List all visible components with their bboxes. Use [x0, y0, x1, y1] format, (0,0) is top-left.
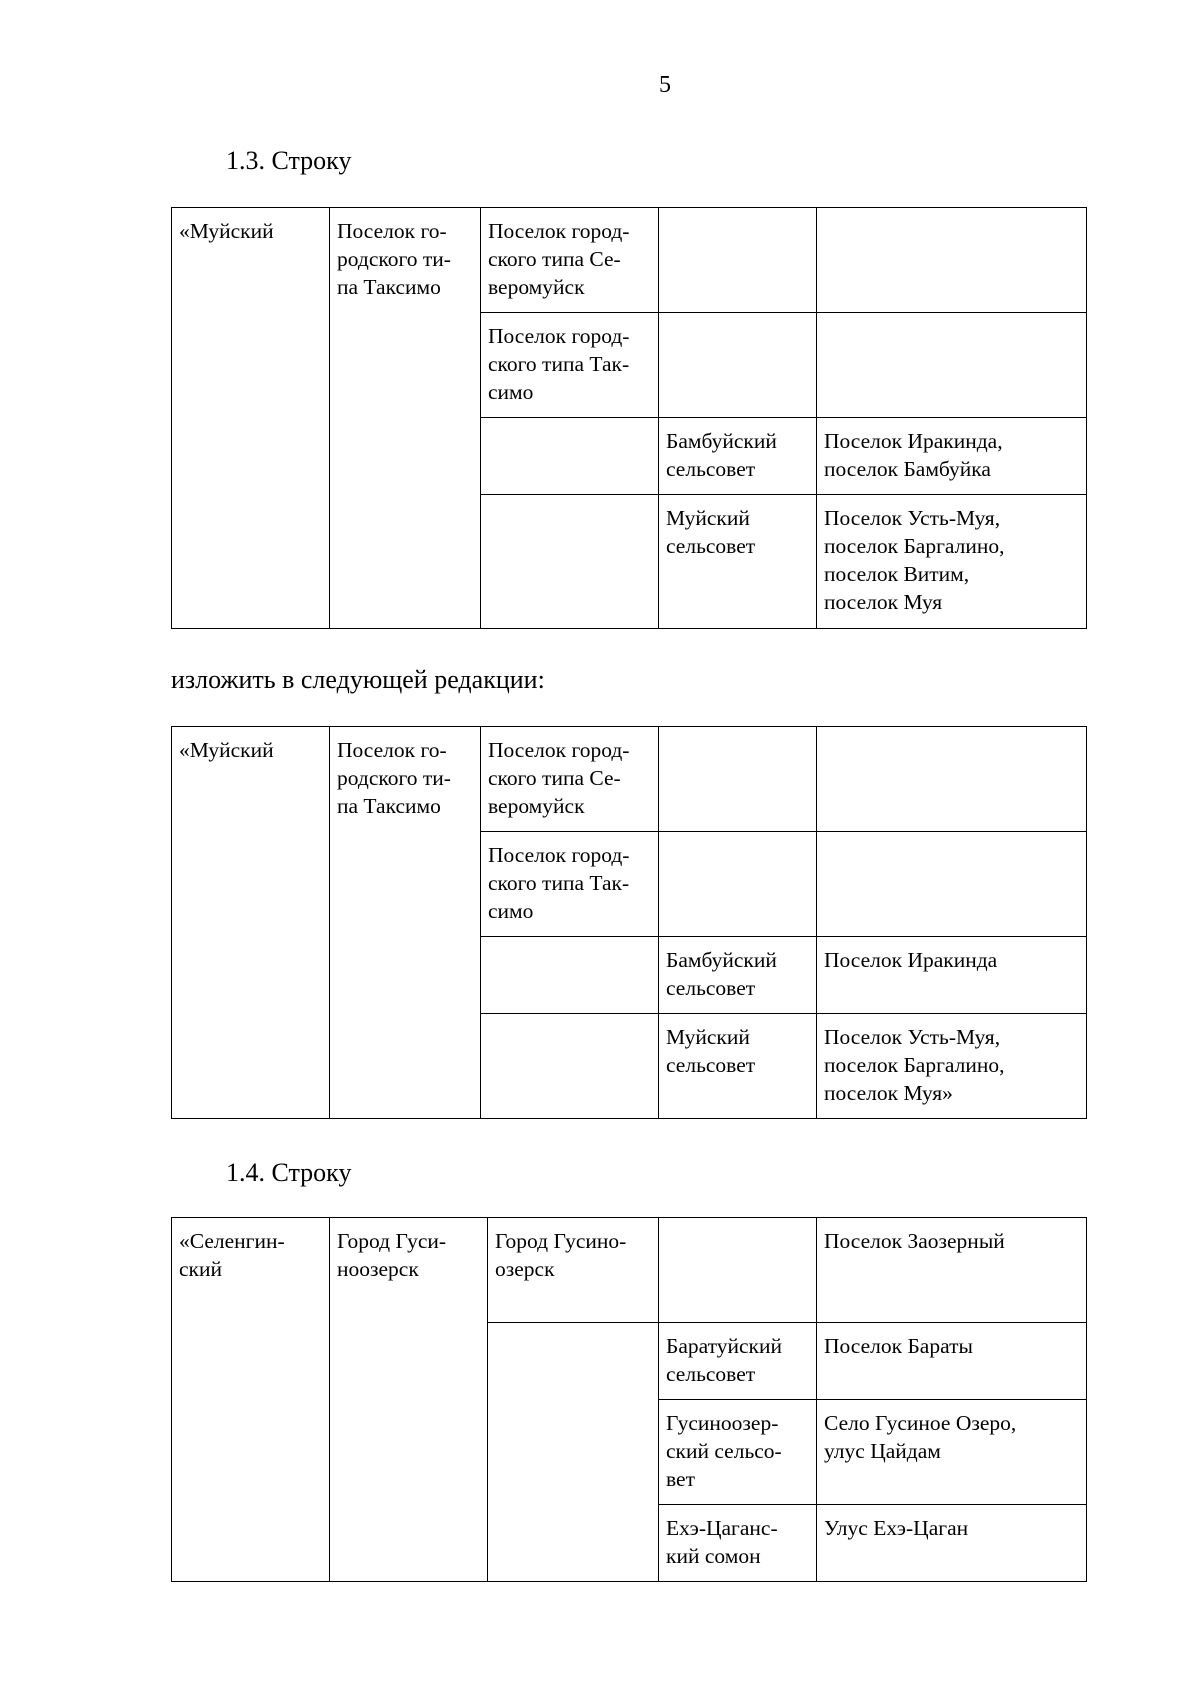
cell-b — [659, 832, 817, 937]
cell-a — [481, 937, 659, 1014]
table-section-1-4 — [171, 1217, 1087, 1582]
cell-settlement: Поселок го- родского ти- па Таксимо — [330, 727, 481, 1119]
cell-city: Город Гусино- озерск — [488, 1218, 659, 1323]
cell-settlement: Город Гуси- ноозерск — [330, 1218, 488, 1582]
cell-c: Поселок Заозерный — [817, 1218, 1087, 1323]
cell-empty — [488, 1323, 659, 1582]
cell-b — [659, 313, 817, 418]
section-1-3-title: 1.3. Строку — [226, 146, 352, 175]
cell-c — [817, 208, 1087, 313]
section-1-4-title: 1.4. Строку — [226, 1158, 352, 1187]
cell-c: Поселок Иракинда, поселок Бамбуйка — [817, 418, 1087, 495]
cell-b: Баратуйский сельсовет — [659, 1323, 817, 1400]
cell-b: Ехэ-Цаганс- кий сомон — [659, 1505, 817, 1582]
cell-b: Бамбуйский сельсовет — [659, 418, 817, 495]
cell-c: Улус Ехэ-Цаган — [817, 1505, 1087, 1582]
lead-text: изложить в следующей редакции: — [171, 665, 545, 694]
cell-a: Поселок город- ского типа Се- веромуйск — [481, 208, 659, 313]
table-old-wording — [171, 207, 1087, 629]
cell-b: Муйский сельсовет — [659, 495, 817, 629]
cell-c: Село Гусиное Озеро, улус Цайдам — [817, 1400, 1087, 1505]
cell-b: Муйский сельсовет — [659, 1014, 817, 1119]
cell-district: «Муйский — [172, 208, 330, 629]
cell-a: Поселок город- ского типа Так- симо — [481, 832, 659, 937]
cell-b — [659, 208, 817, 313]
cell-c — [817, 313, 1087, 418]
page-number: 5 — [659, 72, 671, 98]
cell-a — [481, 495, 659, 629]
cell-a: Поселок город- ского типа Так- симо — [481, 313, 659, 418]
cell-c: Поселок Иракинда — [817, 937, 1087, 1014]
cell-c: Поселок Усть-Муя, поселок Баргалино, поселок Муя» — [817, 1014, 1087, 1119]
cell-a: Поселок город- ского типа Се- веромуйск — [481, 727, 659, 832]
cell-b: Бамбуйский сельсовет — [659, 937, 817, 1014]
cell-c: Поселок Усть-Муя, поселок Баргалино, поселок Витим, поселок Муя — [817, 495, 1087, 629]
cell-c — [817, 727, 1087, 832]
cell-b — [659, 1218, 817, 1323]
cell-a — [481, 418, 659, 495]
cell-c: Поселок Бараты — [817, 1323, 1087, 1400]
cell-settlement: Поселок го- родского ти- па Таксимо — [330, 208, 481, 629]
table-new-wording — [171, 726, 1087, 1119]
cell-c — [817, 832, 1087, 937]
cell-b: Гусиноозер- ский сельсо- вет — [659, 1400, 817, 1505]
cell-district: «Селенгин- ский — [172, 1218, 330, 1582]
cell-b — [659, 727, 817, 832]
cell-district: «Муйский — [172, 727, 330, 1119]
cell-a — [481, 1014, 659, 1119]
